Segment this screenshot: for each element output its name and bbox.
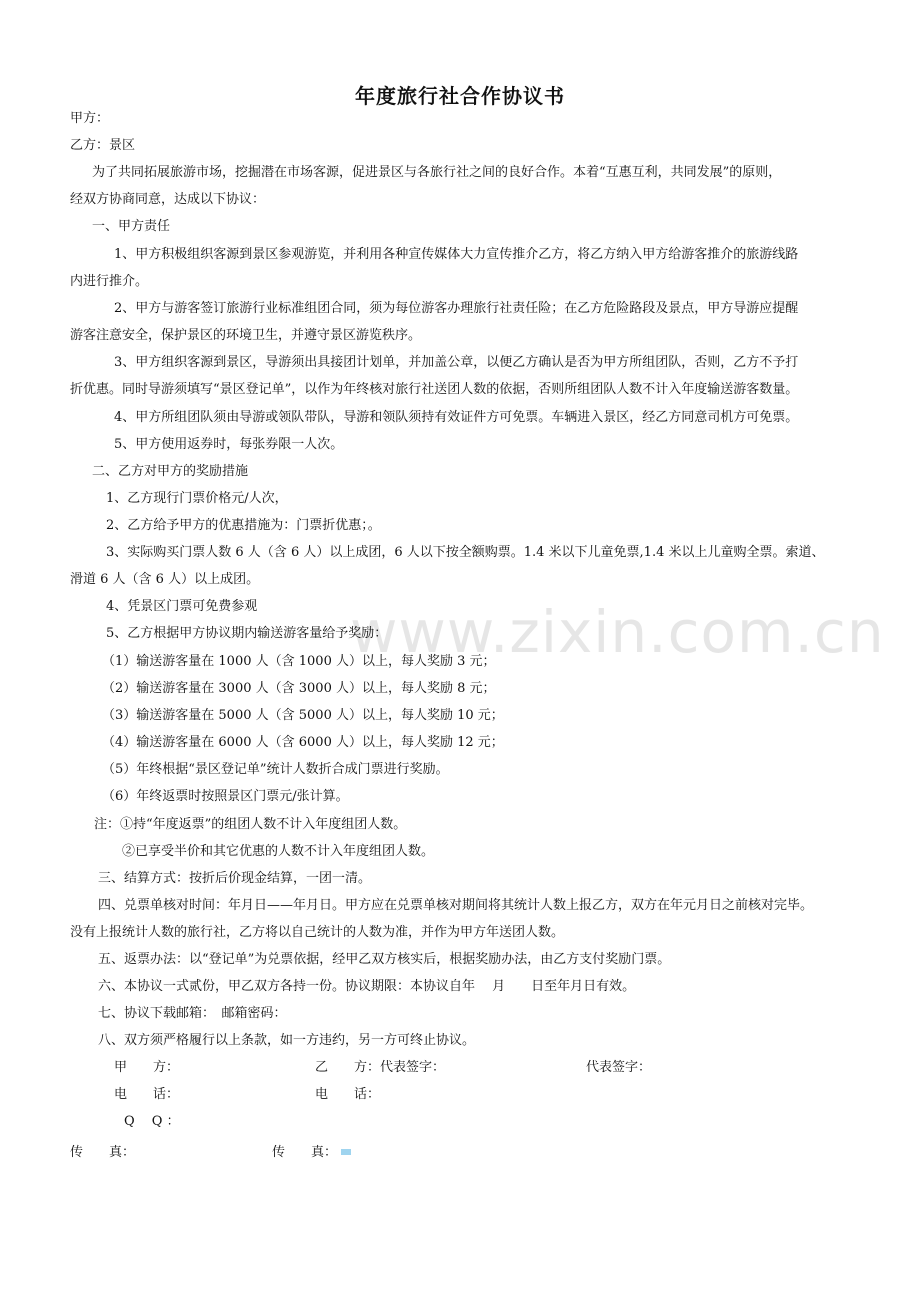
clause-1-2-line-1: 2、甲方与游客签订旅游行业标准组团合同，须为每位游客办理旅行社责任险；在乙方危险路段及景点，甲方导游应提醒 bbox=[114, 301, 799, 316]
party-a-qq: Q Q ： bbox=[124, 1114, 180, 1129]
party-b-line: 乙方：景区 bbox=[70, 138, 136, 153]
note-2: ②已享受半价和其它优惠的人数不计入年度组团人数。 bbox=[122, 844, 435, 859]
clause-1-4: 4、甲方所组团队须由导游或领队带队，导游和领队须持有效证件方可免票。车辆进入景区，经乙方同意司机方可免票。 bbox=[114, 410, 799, 425]
party-a-phone: 电 话： bbox=[114, 1087, 180, 1102]
section-1-heading: 一、甲方责任 bbox=[92, 219, 171, 234]
reward-tier-2: （2）输送游客量在 3000 人（含 3000 人）以上，每人奖励 8 元； bbox=[102, 681, 496, 696]
clause-1-5: 5、甲方使用返券时，每张券限一人次。 bbox=[114, 437, 344, 452]
clause-1-3-line-2: 折优惠。同时导游须填写“景区登记单”，以作为年终核对旅行社送团人数的依据，否则所组团队人数不计入年度输送游客数量。 bbox=[70, 382, 799, 397]
party-a-fax: 传 真： bbox=[70, 1145, 136, 1160]
clause-2-3-line-1: 3、实际购买门票人数 6 人（含 6 人）以上成团，6 人以下按全额购票。1.4 米以下儿童免票,1.4 米以上儿童购全票。索道、 bbox=[106, 545, 825, 560]
representative-signature: 代表签字： bbox=[586, 1060, 652, 1075]
highlight-mark bbox=[341, 1149, 351, 1155]
reward-tier-3: （3）输送游客量在 5000 人（含 5000 人）以上，每人奖励 10 元； bbox=[102, 708, 504, 723]
reward-tier-4: （4）输送游客量在 6000 人（含 6000 人）以上，每人奖励 12 元； bbox=[102, 735, 504, 750]
clause-2-4: 4、凭景区门票可免费参观 bbox=[106, 599, 258, 614]
section-8: 八、双方须严格履行以上条款，如一方违约，另一方可终止协议。 bbox=[98, 1033, 476, 1048]
section-5: 五、返票办法：以“登记单”为兑票依据，经甲乙双方核实后，根据奖励办法，由乙方支付奖励门票。 bbox=[98, 952, 671, 967]
party-b-fax: 传 真： bbox=[272, 1145, 338, 1160]
reward-tier-1: （1）输送游客量在 1000 人（含 1000 人）以上，每人奖励 3 元； bbox=[102, 654, 496, 669]
party-a-line: 甲方： bbox=[70, 111, 110, 126]
clause-1-1-line-1: 1、甲方积极组织客源到景区参观游览，并利用各种宣传媒体大力宣传推介乙方，将乙方纳入甲方给游客推介的旅游线路 bbox=[114, 247, 799, 262]
section-3: 三、结算方式：按折后价现金结算，一团一清。 bbox=[98, 871, 372, 886]
preamble-line-2: 经双方协商同意，达成以下协议： bbox=[70, 192, 266, 207]
reward-tier-5: （5）年终根据“景区登记单”统计人数折合成门票进行奖励。 bbox=[102, 762, 449, 777]
party-b-signature: 乙 方：代表签字： bbox=[315, 1060, 446, 1075]
section-6: 六、本协议一式贰份，甲乙双方各持一份。协议期限：本协议自年 月 日至年月日有效。 bbox=[98, 979, 636, 994]
clause-1-1-line-2: 内进行推介。 bbox=[70, 274, 149, 289]
clause-1-3-line-1: 3、甲方组织客源到景区，导游须出具接团计划单，并加盖公章，以便乙方确认是否为甲方所组团队，否则，乙方不予打 bbox=[114, 355, 799, 370]
section-7: 七、协议下载邮箱： 邮箱密码： bbox=[98, 1006, 287, 1021]
note-1: 注：①持“年度返票”的组团人数不计入年度组团人数。 bbox=[94, 817, 407, 832]
clause-2-1: 1、乙方现行门票价格元/人次， bbox=[106, 491, 288, 506]
document-title: 年度旅行社合作协议书 bbox=[355, 84, 565, 108]
watermark: www.zixin.com.cn bbox=[350, 598, 885, 666]
party-a-signature: 甲 方： bbox=[114, 1060, 180, 1075]
party-b-phone: 电 话： bbox=[315, 1087, 381, 1102]
clause-2-2: 2、乙方给予甲方的优惠措施为：门票折优惠；。 bbox=[106, 518, 381, 533]
clause-2-5: 5、乙方根据甲方协议期内输送游客量给予奖励： bbox=[106, 626, 388, 641]
clause-1-2-line-2: 游客注意安全，保护景区的环境卫生，并遵守景区游览秩序。 bbox=[70, 328, 422, 343]
section-4-line-1: 四、兑票单核对时间：年月日——年月日。甲方应在兑票单核对期间将其统计人数上报乙方，双方在年元月日之前核对完毕。 bbox=[98, 898, 814, 913]
preamble-line-1: 为了共同拓展旅游市场，挖掘潜在市场客源，促进景区与各旅行社之间的良好合作。本着“互惠互利，共同发展”的原则， bbox=[92, 165, 782, 180]
reward-tier-6: （6）年终返票时按照景区门票元/张计算。 bbox=[102, 789, 349, 804]
section-4-line-2: 没有上报统计人数的旅行社，乙方将以自己统计的人数为准，并作为甲方年送团人数。 bbox=[70, 925, 565, 940]
section-2-heading: 二、乙方对甲方的奖励措施 bbox=[92, 464, 249, 479]
clause-2-3-line-2: 滑道 6 人（含 6 人）以上成团。 bbox=[70, 572, 260, 587]
